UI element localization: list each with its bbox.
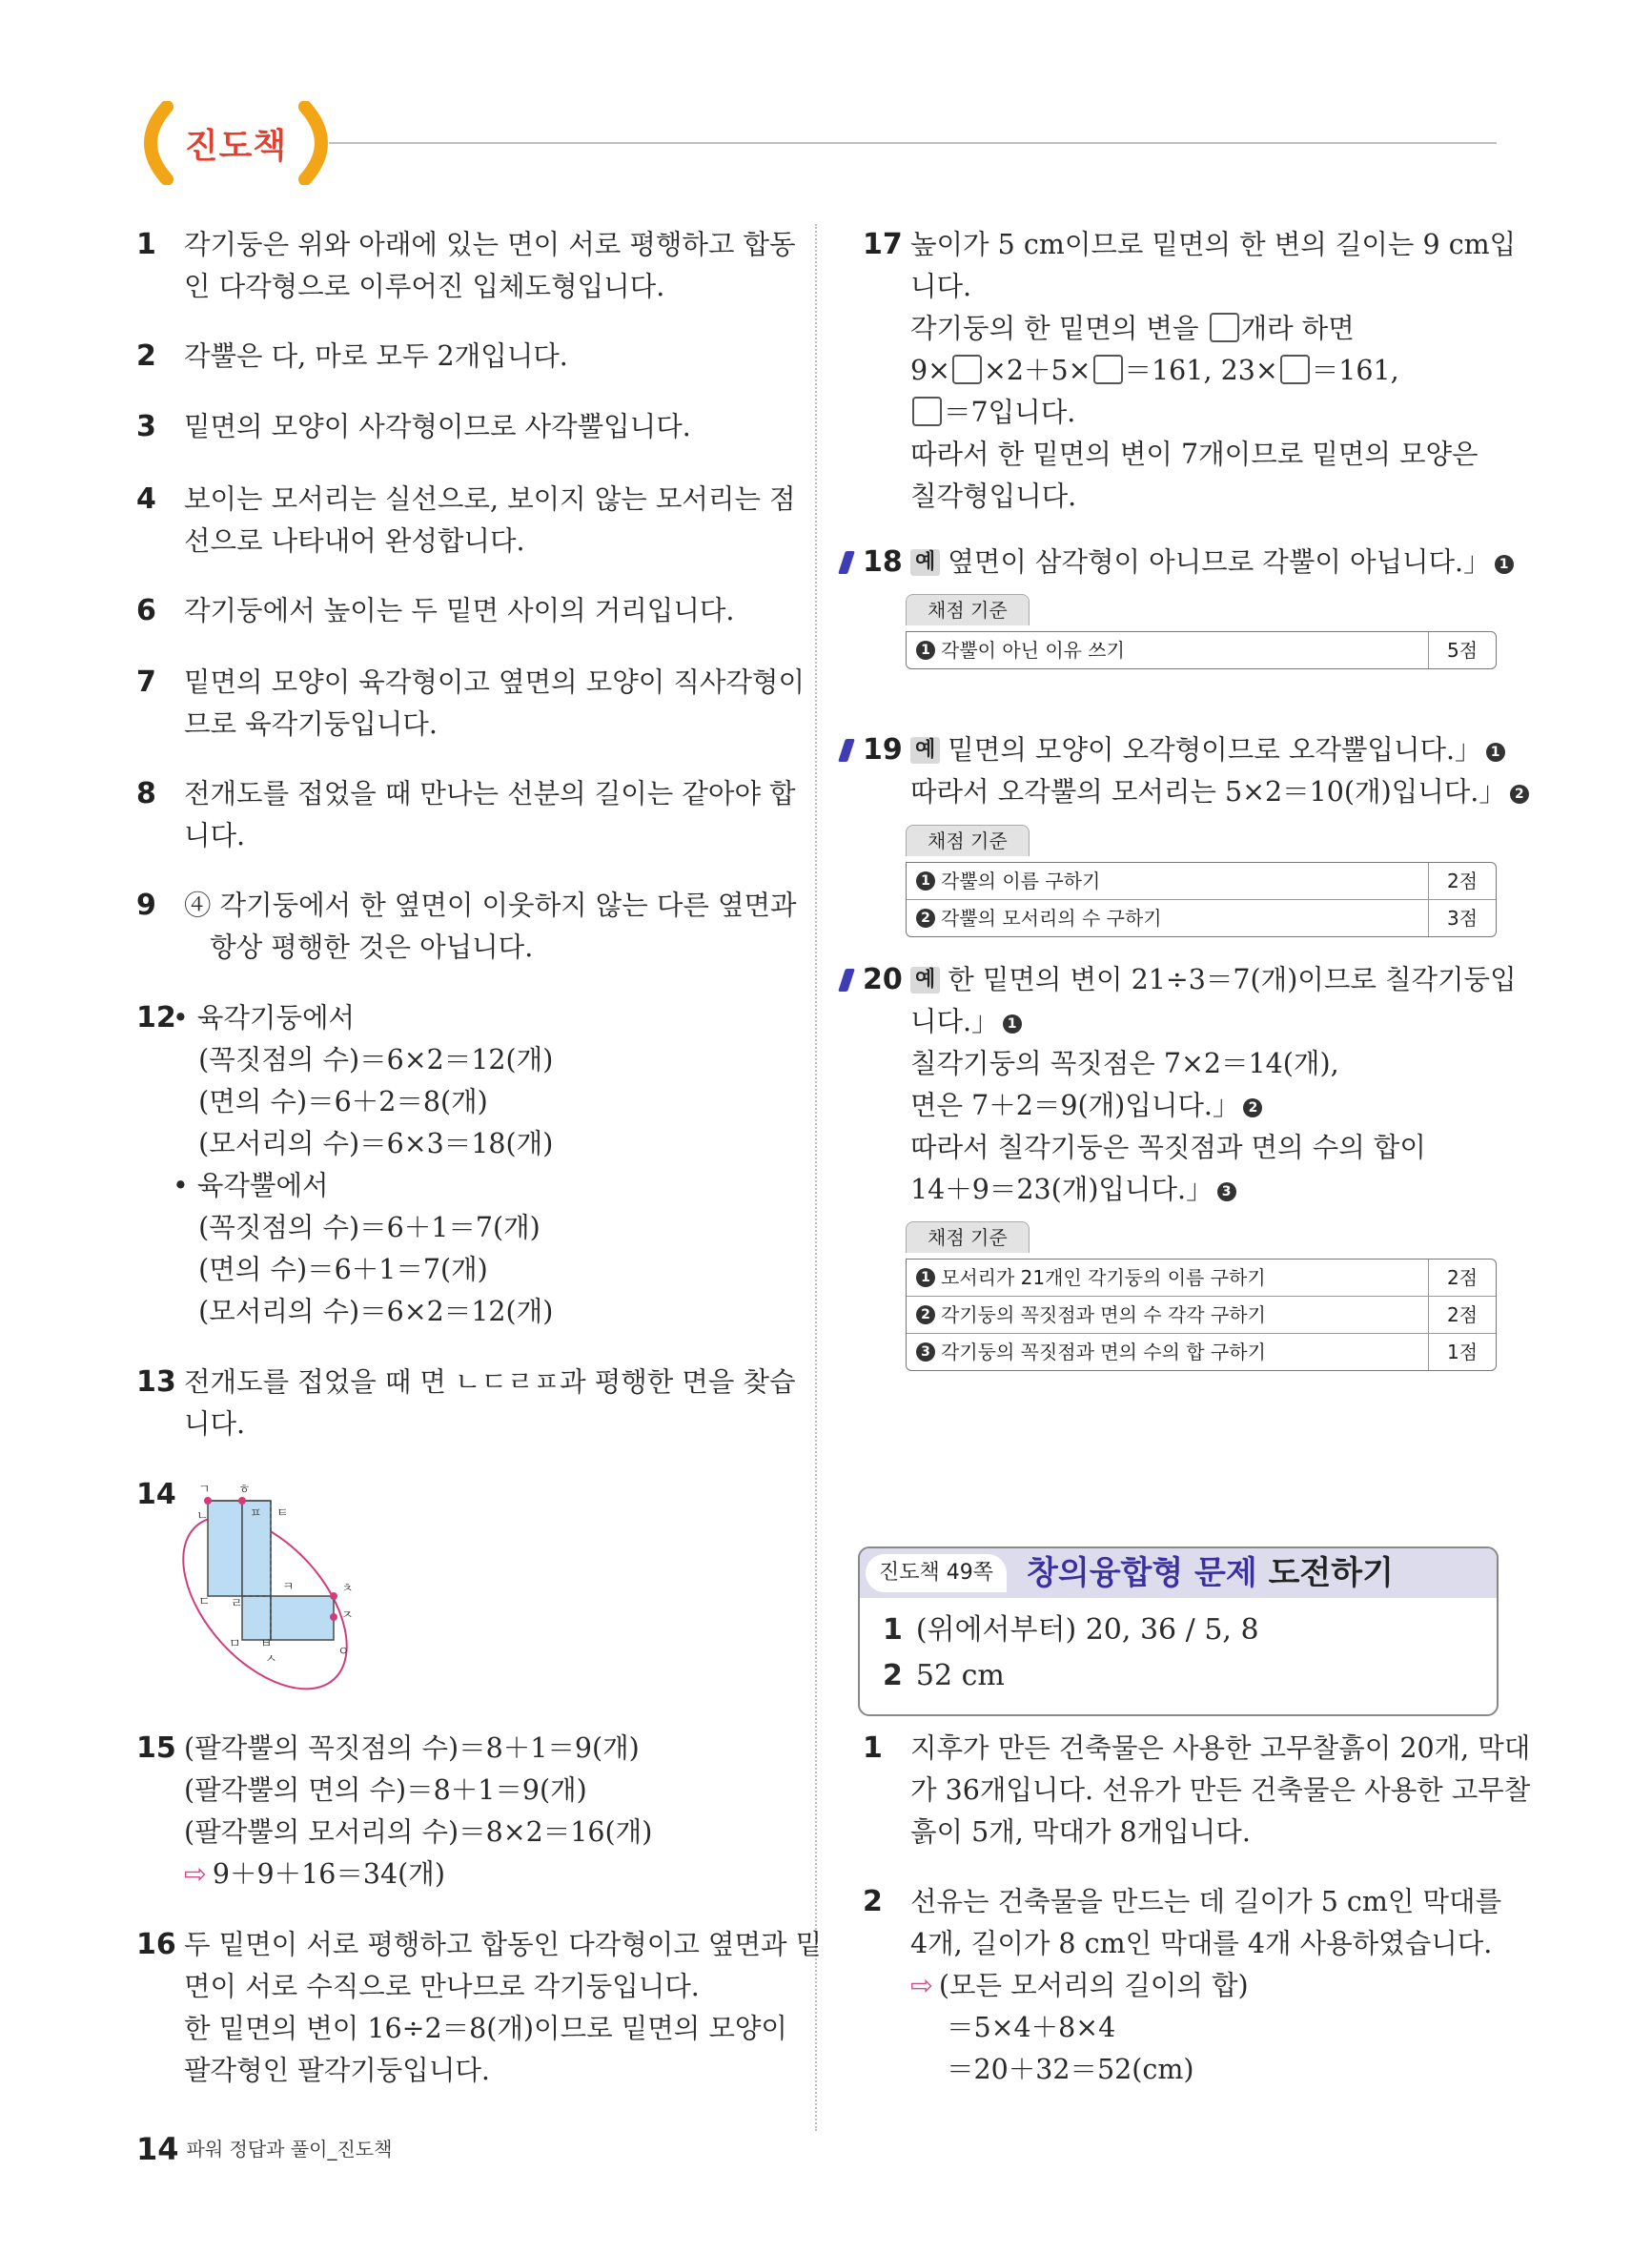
text-part: 개라 하면: [1240, 313, 1355, 344]
step-marker: 1: [916, 1268, 935, 1287]
item-line: ＝20＋32＝52(cm): [947, 2054, 1194, 2085]
criteria-table: [906, 862, 1497, 937]
item-line: 전개도를 접었을 때 면 ㄴㄷㄹㅍ과 평행한 면을 찾습: [184, 1366, 796, 1398]
item-number: 4: [136, 482, 156, 516]
net-point: [330, 1592, 337, 1600]
item-line: • 육각기둥에서: [173, 1002, 356, 1034]
page-footer: [136, 2131, 392, 2167]
item-line: 한 밑면의 변이 16÷2＝8(개)이므로 밑면의 모양이: [184, 2013, 787, 2044]
item-line: 지후가 만든 건축물은 사용한 고무찰흙이 20개, 막대: [910, 1732, 1531, 1764]
criteria-text: 각뿔의 이름 구하기: [941, 870, 1101, 892]
scoring-criteria-20: [906, 1217, 1497, 1371]
arrow-icon: ⇨: [910, 1970, 933, 2001]
item-line: [910, 1169, 1517, 1211]
item-line: [910, 1001, 1517, 1043]
text-part: 따라서 오각뿔의 모서리는 5×2＝10(개)입니다.」: [910, 776, 1506, 808]
text-part: (모든 모서리의 길이의 합): [938, 1970, 1249, 2001]
text-part: 밑면의 모양이 오각형이므로 오각뿔입니다.」: [948, 734, 1482, 766]
item-number: 1: [863, 1731, 883, 1765]
criteria-table: [906, 1259, 1497, 1371]
criteria-score: 2점: [1428, 1297, 1496, 1333]
example-badge: 예: [910, 737, 940, 764]
text-part: 니다.」: [910, 1006, 999, 1037]
net-diagram: [170, 1474, 370, 1693]
answer-number: 2: [883, 1659, 903, 1692]
item-number: 2: [136, 339, 156, 373]
pencil-icon: [838, 551, 855, 574]
criteria-row: [907, 1296, 1496, 1333]
text-part: ×2＋5×: [984, 355, 1091, 386]
scoring-criteria-18: [906, 589, 1497, 669]
blank-box: [952, 355, 982, 384]
text-part: ＝161, 23×: [1124, 355, 1278, 386]
criteria-row: [907, 1333, 1496, 1370]
blank-box: [1093, 355, 1123, 384]
item-line: 밑면의 모양이 사각형이므로 사각뿔입니다.: [184, 411, 691, 442]
challenge-box: [858, 1546, 1499, 1716]
blank-box: [1210, 313, 1239, 342]
challenge-answer: [883, 1655, 1005, 1697]
item-line: 니다.: [910, 271, 972, 302]
item-number: 9: [136, 889, 156, 922]
net-label: ㅌ: [276, 1506, 289, 1521]
item-number: 6: [136, 594, 156, 627]
title-part: 창의융합형 문제: [1027, 1554, 1257, 1592]
item-number: 20: [863, 963, 903, 996]
item-number: 13: [136, 1365, 176, 1399]
challenge-answer: [883, 1609, 1259, 1651]
net-label: ㄹ: [231, 1597, 243, 1611]
net-label: ㅊ: [341, 1582, 354, 1596]
criteria-text: 각뿔이 아닌 이유 쓰기: [941, 639, 1125, 662]
step-marker: 2: [1243, 1098, 1262, 1117]
item-line: 칠각기둥의 꼭짓점은 7×2＝14(개),: [910, 1048, 1339, 1079]
step-marker: 1: [916, 871, 935, 891]
criteria-score: 2점: [1428, 1260, 1496, 1296]
item-line: [910, 1085, 1517, 1127]
item-line: [910, 542, 1514, 584]
item-number: 14: [136, 1478, 176, 1511]
item-line: 인 다각형으로 이루어진 입체도형입니다.: [184, 271, 665, 302]
page-number: 14: [136, 2131, 179, 2167]
item-line: 선유는 건축물을 만드는 데 길이가 5 cm인 막대를: [910, 1886, 1502, 1917]
criteria-score: 3점: [1428, 900, 1496, 936]
item-line: 두 밑면이 서로 평행하고 합동인 다각형이고 옆면과 밑: [184, 1929, 823, 1960]
net-point: [204, 1497, 212, 1505]
criteria-text: 각기둥의 꼭짓점과 면의 수 각각 구하기: [941, 1303, 1266, 1326]
page-reference: 진도책 49쪽: [866, 1554, 1007, 1592]
left-column: [136, 0, 823, 2253]
item-line: 항상 평행한 것은 아닙니다.: [184, 932, 534, 963]
item-line: 따라서 한 밑면의 변이 7개이므로 밑면의 모양은: [910, 439, 1479, 470]
net-label: ㅋ: [282, 1580, 295, 1594]
answer-text: (위에서부터) 20, 36 / 5, 8: [915, 1613, 1259, 1647]
logo-text: 진도책: [184, 126, 288, 166]
net-label: ㅇ: [337, 1645, 350, 1659]
step-marker: 3: [1217, 1182, 1236, 1201]
text-part: 14＋9＝23(개)입니다.」: [910, 1174, 1214, 1205]
criteria-row: [907, 632, 1496, 668]
text-part: 옆면이 삼각형이 아니므로 각뿔이 아닙니다.」: [948, 546, 1491, 578]
blank-box: [1280, 355, 1310, 384]
item-line: [910, 959, 1517, 1001]
net-label: ㅎ: [238, 1483, 251, 1497]
criteria-text: 모서리가 21개인 각기둥의 이름 구하기: [941, 1266, 1266, 1289]
step-marker: 2: [1510, 785, 1529, 804]
net-label: ㄱ: [198, 1483, 211, 1497]
item-number: 8: [136, 777, 156, 810]
criteria-label: 채점 기준: [906, 594, 1030, 625]
item-line: (꼭짓점의 수)＝6＋1＝7(개): [173, 1212, 540, 1243]
item-line: [910, 350, 1516, 392]
arrow-icon: ⇨: [184, 1858, 207, 1890]
net-label: ㅅ: [265, 1652, 277, 1667]
text-part: 한 밑면의 변이 21÷3＝7(개)이므로 칠각기둥입: [948, 964, 1517, 995]
right-column: [863, 0, 1531, 2253]
result-text: 9＋9＋16＝34(개): [212, 1858, 445, 1890]
item-line: (꼭짓점의 수)＝6×2＝12(개): [173, 1044, 554, 1075]
item-line: [910, 392, 1516, 434]
item-number: 3: [136, 410, 156, 443]
answer-text: 52 cm: [915, 1659, 1005, 1692]
item-number: 7: [136, 666, 156, 699]
item-line: [910, 308, 1516, 350]
item-line: (면의 수)＝6＋1＝7(개): [173, 1254, 488, 1285]
criteria-row: [907, 863, 1496, 899]
item-line: 가 36개입니다. 선유가 만든 건축물은 사용한 고무찰: [910, 1774, 1531, 1806]
criteria-label: 채점 기준: [906, 825, 1030, 856]
item-line: 전개도를 접었을 때 만나는 선분의 길이는 같아야 합: [184, 778, 796, 809]
item-line: (팔각뿔의 면의 수)＝8＋1＝9(개): [184, 1774, 587, 1806]
item-line: 팔각형인 팔각기둥입니다.: [184, 2055, 490, 2086]
net-label: ㅈ: [341, 1608, 354, 1623]
step-marker: 1: [1495, 555, 1514, 574]
item-number: 18: [863, 545, 903, 579]
net-label: ㅂ: [260, 1637, 273, 1651]
net-label: ㅁ: [229, 1637, 241, 1651]
text-part: 9×: [910, 355, 951, 386]
title-part: 도전하기: [1256, 1554, 1394, 1592]
item-line: (모서리의 수)＝6×2＝12(개): [173, 1296, 554, 1327]
step-marker: 1: [916, 641, 935, 660]
item-line: 칠각형입니다.: [910, 481, 1077, 512]
answer-number: 1: [883, 1613, 903, 1647]
item-line: (팔각뿔의 모서리의 수)＝8×2＝16(개): [184, 1816, 653, 1848]
blank-box: [912, 397, 942, 426]
item-line: (모서리의 수)＝6×3＝18(개): [173, 1128, 554, 1159]
item-line: 면이 서로 수직으로 만나므로 각기둥입니다.: [184, 1971, 700, 2002]
item-number: 1: [136, 228, 156, 261]
step-marker: 1: [1003, 1014, 1022, 1034]
item-number: 16: [136, 1928, 176, 1961]
pencil-icon: [838, 739, 855, 762]
item-line: (면의 수)＝6＋2＝8(개): [173, 1086, 488, 1117]
criteria-row: [907, 1260, 1496, 1296]
item-line: 각기둥은 위와 아래에 있는 면이 서로 평행하고 합동: [184, 229, 796, 260]
criteria-score: 5점: [1428, 632, 1496, 668]
item-line: ＝5×4＋8×4: [947, 2012, 1116, 2043]
result-line: [184, 1854, 652, 1895]
challenge-title: [1027, 1552, 1394, 1594]
item-number: 17: [863, 228, 903, 261]
item-line: 선으로 나타내어 완성합니다.: [184, 525, 525, 557]
item-line: 므로 육각기둥입니다.: [184, 708, 438, 740]
example-badge: 예: [910, 549, 940, 576]
item-number: 12: [136, 1001, 176, 1034]
item-line: [910, 771, 1529, 813]
item-line: 니다.: [184, 1408, 246, 1440]
scoring-criteria-19: [906, 820, 1497, 937]
column-divider: [815, 224, 817, 2131]
item-number: 19: [863, 733, 903, 767]
item-number: 15: [136, 1731, 176, 1765]
criteria-text: 각기둥의 꼭짓점과 면의 수의 합 구하기: [941, 1341, 1266, 1363]
item-line: 각뿔은 다, 마로 모두 2개입니다.: [184, 340, 568, 372]
step-marker: 3: [916, 1342, 935, 1362]
item-line: 밑면의 모양이 육각형이고 옆면의 모양이 직사각형이: [184, 666, 805, 698]
footer-text: 파워 정답과 풀이_진도책: [186, 2138, 393, 2161]
criteria-table: [906, 631, 1497, 669]
text-part: ＝161,: [1311, 355, 1399, 386]
item-line: (팔각뿔의 꼭짓점의 수)＝8＋1＝9(개): [184, 1732, 640, 1764]
text-part: ＝7입니다.: [944, 397, 1076, 428]
criteria-text: 각뿔의 모서리의 수 구하기: [941, 907, 1162, 930]
net-point: [238, 1497, 246, 1505]
criteria-score: 1점: [1428, 1334, 1496, 1370]
item-line: [910, 1965, 1501, 2007]
net-label: ㄴ: [196, 1509, 209, 1524]
step-marker: 2: [916, 1305, 935, 1324]
pencil-icon: [838, 969, 855, 992]
item-line: ④ 각기둥에서 한 옆면이 이웃하지 않는 다른 옆면과: [184, 890, 797, 921]
item-line: 높이가 5 cm이므로 밑면의 한 변의 길이는 9 cm입: [910, 229, 1517, 260]
net-label: ㅍ: [250, 1506, 262, 1521]
step-marker: 2: [916, 909, 935, 928]
criteria-label: 채점 기준: [906, 1221, 1030, 1253]
net-point: [330, 1613, 337, 1621]
criteria-score: 2점: [1428, 863, 1496, 899]
criteria-row: [907, 899, 1496, 936]
item-line: 니다.: [184, 820, 246, 851]
item-number: 2: [863, 1885, 883, 1918]
item-line: • 육각뿔에서: [173, 1170, 329, 1201]
challenge-header: [860, 1548, 1497, 1598]
net-label: ㄷ: [198, 1595, 211, 1609]
item-line: [910, 729, 1529, 771]
item-line: 보이는 모서리는 실선으로, 보이지 않는 모서리는 점: [184, 483, 796, 515]
item-line: 각기둥에서 높이는 두 밑면 사이의 거리입니다.: [184, 595, 735, 626]
item-line: 따라서 칠각기둥은 꼭짓점과 면의 수의 합이: [910, 1132, 1426, 1163]
text-part: 면은 7＋2＝9(개)입니다.」: [910, 1090, 1240, 1121]
item-line: 흙이 5개, 막대가 8개입니다.: [910, 1816, 1251, 1848]
text-part: 각기둥의 한 밑면의 변을: [910, 313, 1208, 344]
step-marker: 1: [1486, 743, 1505, 762]
example-badge: 예: [910, 967, 940, 993]
item-line: 4개, 길이가 8 cm인 막대를 4개 사용하였습니다.: [910, 1928, 1493, 1959]
